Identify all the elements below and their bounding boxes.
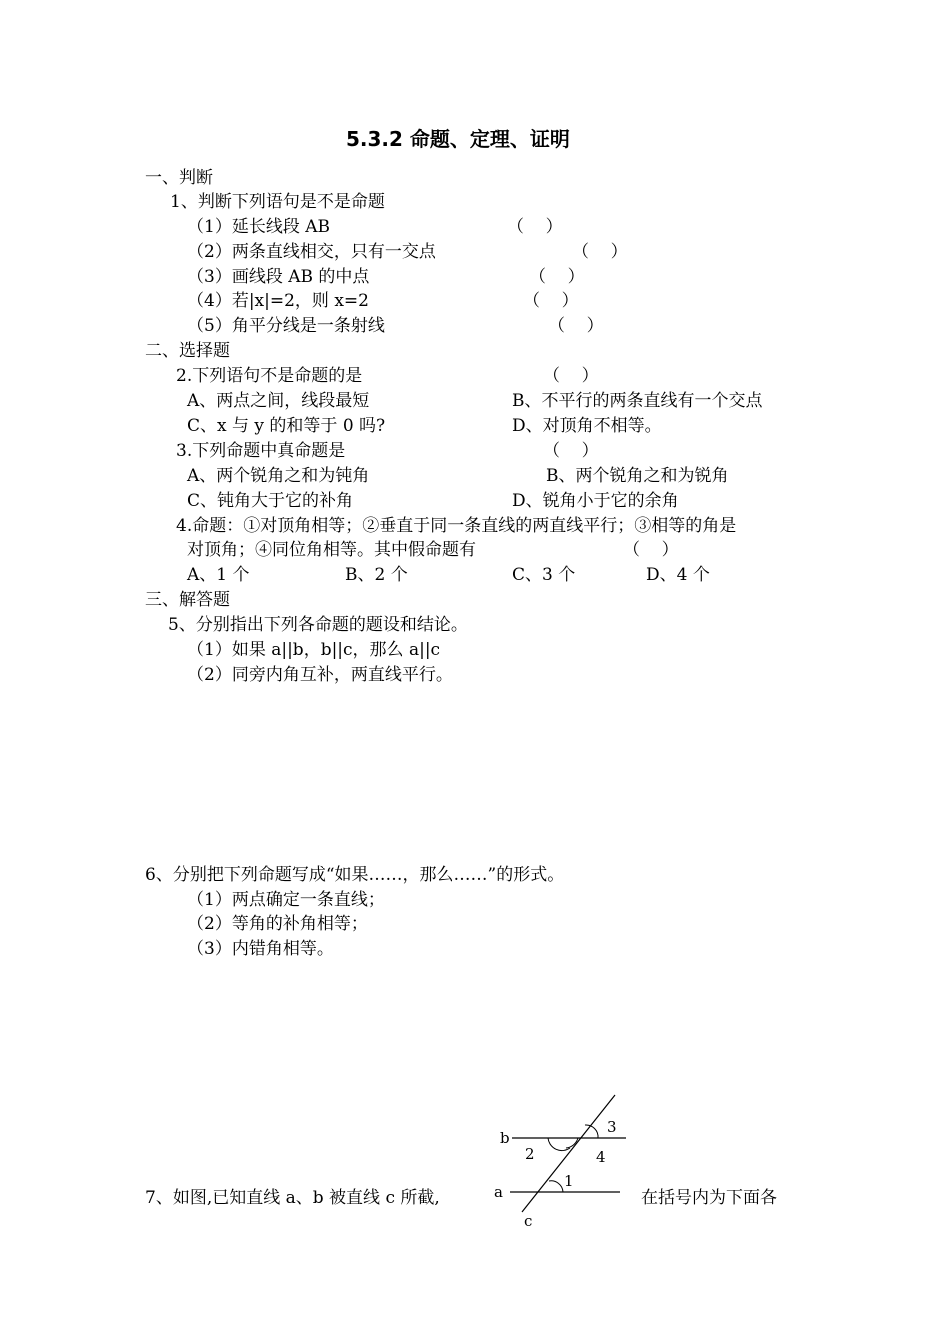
answer-bracket[interactable]: （ ）: [572, 242, 628, 262]
question-4-line-1: 4.命题：①对顶角相等；②垂直于同一条直线的两直线平行；③相等的角是: [176, 516, 737, 536]
question-6-stem: 6、分别把下列命题写成“如果……，那么……”的形式。: [145, 865, 565, 885]
angle-1-arc: [549, 1181, 563, 1192]
page-title: 5.3.2 命题、定理、证明: [346, 127, 570, 151]
q2-option-a[interactable]: A、两点之间，线段最短: [187, 391, 370, 411]
answer-bracket[interactable]: （ ）: [623, 540, 679, 560]
label-c: c: [524, 1212, 533, 1230]
angle-2-arc: [548, 1138, 570, 1151]
q1-item-5: （5）角平分线是一条射线: [187, 316, 385, 336]
q4-option-b[interactable]: B、2 个: [345, 565, 408, 585]
question-7-stem-right: 在括号内为下面各: [641, 1188, 777, 1208]
q6-item-3: （3）内错角相等。: [187, 939, 334, 959]
question-5-stem: 5、分别指出下列各命题的题设和结论。: [168, 615, 468, 635]
question-4-line-2: 对顶角；④同位角相等。其中假命题有: [187, 540, 476, 560]
q1-item-4: （4）若|x|=2，则 x=2: [187, 291, 369, 311]
question-2-stem: 2.下列语句不是命题的是: [176, 366, 363, 386]
q1-item-1: （1）延长线段 AB: [187, 217, 330, 237]
section-heading-judge: 一、判断: [145, 168, 213, 188]
q4-option-d[interactable]: D、4 个: [646, 565, 710, 585]
q1-item-2: （2）两条直线相交，只有一交点: [187, 242, 436, 262]
question-3-stem: 3.下列命题中真命题是: [176, 441, 346, 461]
answer-bracket[interactable]: （ ）: [543, 366, 599, 386]
q3-option-c[interactable]: C、钝角大于它的补角: [187, 491, 354, 511]
angle-label-1: 1: [564, 1172, 574, 1190]
q3-option-d[interactable]: D、锐角小于它的余角: [512, 491, 679, 511]
angle-3-arc: [585, 1125, 598, 1138]
q5-item-2: （2）同旁内角互补，两直线平行。: [187, 665, 453, 685]
q2-option-c[interactable]: C、x 与 y 的和等于 0 吗?: [187, 416, 386, 436]
q1-item-3: （3）画线段 AB 的中点: [187, 267, 370, 287]
q2-option-d[interactable]: D、对顶角不相等。: [512, 416, 662, 436]
q3-option-a[interactable]: A、两个锐角之和为钝角: [187, 466, 370, 486]
answer-bracket[interactable]: （ ）: [529, 267, 585, 287]
section-heading-choice: 二、选择题: [145, 341, 230, 361]
angle-label-2: 2: [525, 1145, 535, 1163]
label-b: b: [500, 1129, 510, 1147]
q6-item-1: （1）两点确定一条直线；: [187, 890, 385, 910]
question-7-stem-left: 7、如图,已知直线 a、b 被直线 c 所截,: [145, 1188, 440, 1208]
answer-bracket[interactable]: （ ）: [543, 441, 599, 461]
question-1-stem: 1、判断下列语句是不是命题: [170, 192, 385, 212]
q3-option-b[interactable]: B、两个锐角之和为锐角: [546, 466, 729, 486]
q4-option-a[interactable]: A、1 个: [187, 565, 250, 585]
angle-label-4: 4: [596, 1148, 606, 1166]
q6-item-2: （2）等角的补角相等；: [187, 914, 368, 934]
label-a: a: [494, 1183, 503, 1201]
answer-bracket[interactable]: （ ）: [548, 316, 604, 336]
answer-bracket[interactable]: （ ）: [507, 217, 563, 237]
q5-item-1: （1）如果 a||b，b||c，那么 a||c: [187, 640, 441, 660]
answer-bracket[interactable]: （ ）: [523, 291, 579, 311]
angle-label-3: 3: [607, 1118, 617, 1136]
section-heading-answer: 三、解答题: [145, 590, 230, 610]
q4-option-c[interactable]: C、3 个: [512, 565, 576, 585]
parallel-lines-figure: [490, 1090, 630, 1235]
q2-option-b[interactable]: B、不平行的两条直线有一个交点: [512, 391, 763, 411]
